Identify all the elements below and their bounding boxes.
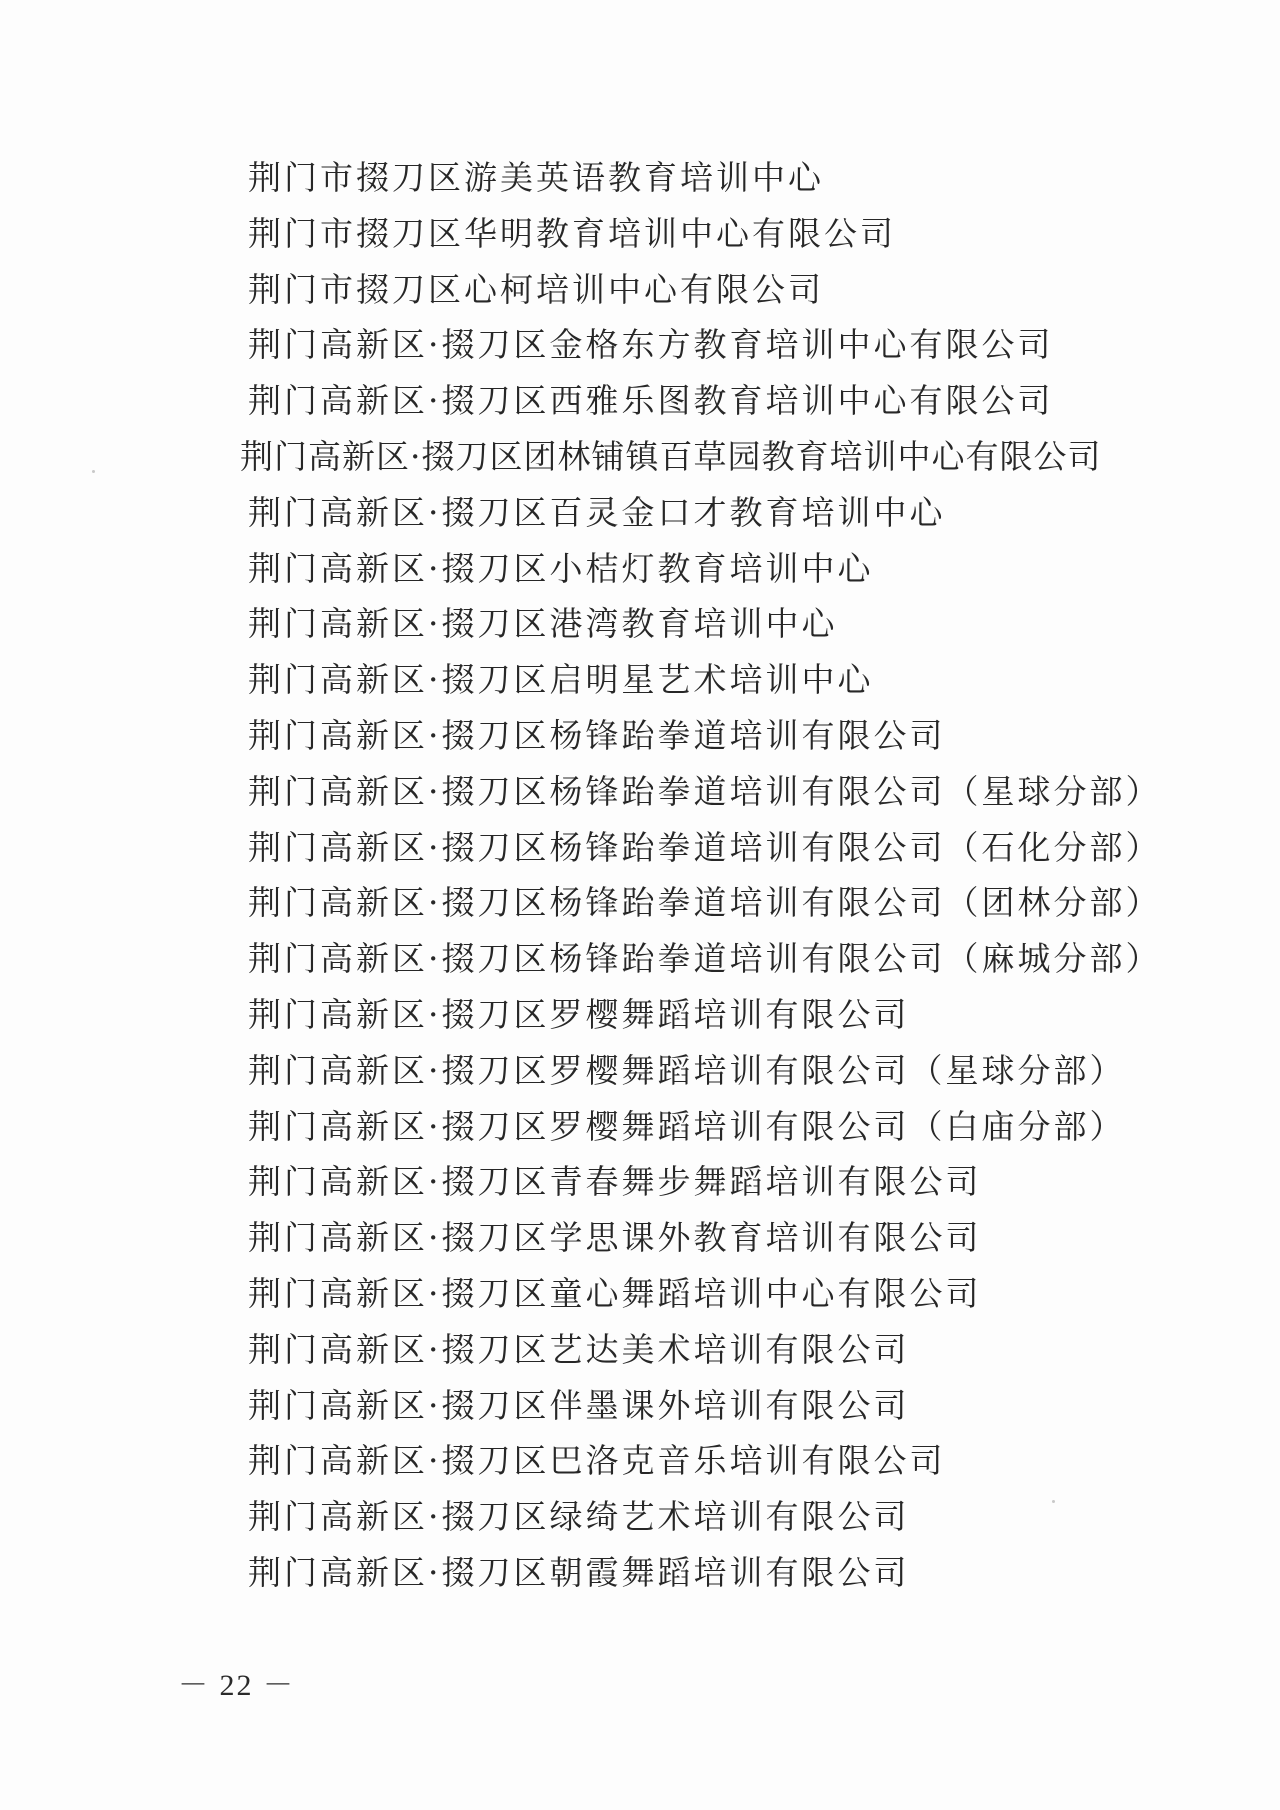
scan-speck <box>92 470 95 473</box>
list-item: 荆门高新区·掇刀区绿绮艺术培训有限公司 <box>248 1497 910 1537</box>
organization-list <box>240 150 1248 1601</box>
list-item: 荆门市掇刀区游美英语教育培训中心 <box>248 158 824 197</box>
list-item: 荆门高新区·掇刀区百灵金口才教育培训中心 <box>248 492 946 532</box>
list-item: 荆门高新区·掇刀区罗樱舞蹈培训有限公司（白庙分部） <box>248 1106 1126 1146</box>
list-item: 荆门高新区·掇刀区杨锋跆拳道培训有限公司（石化分部） <box>248 827 1162 867</box>
list-item: 荆门高新区·掇刀区杨锋跆拳道培训有限公司（团林分部） <box>248 883 1162 923</box>
list-item: 荆门高新区·掇刀区罗樱舞蹈培训有限公司（星球分部） <box>248 1050 1126 1090</box>
list-item: 荆门高新区·掇刀区杨锋跆拳道培训有限公司（麻城分部） <box>248 939 1162 979</box>
list-item: 荆门高新区·掇刀区西雅乐图教育培训中心有限公司 <box>248 381 1054 421</box>
list-item: 荆门高新区·掇刀区罗樱舞蹈培训有限公司 <box>248 994 910 1034</box>
list-item: 荆门高新区·掇刀区港湾教育培训中心 <box>248 604 838 644</box>
list-item: 荆门高新区·掇刀区朝霞舞蹈培训有限公司 <box>248 1552 910 1592</box>
list-item: 荆门高新区·掇刀区艺达美术培训有限公司 <box>248 1329 910 1369</box>
scan-speck <box>1052 1500 1055 1503</box>
list-item: 荆门高新区·掇刀区学思课外教育培训有限公司 <box>248 1218 982 1258</box>
list-item: 荆门高新区·掇刀区童心舞蹈培训中心有限公司 <box>248 1273 982 1313</box>
list-item: 荆门高新区·掇刀区青春舞步舞蹈培训有限公司 <box>248 1162 982 1202</box>
list-item: 荆门高新区·掇刀区团林铺镇百草园教育培训中心有限公司 <box>240 436 1102 476</box>
page-number: － 22 － <box>178 1669 295 1702</box>
list-item: 荆门高新区·掇刀区杨锋跆拳道培训有限公司 <box>248 715 946 755</box>
list-item: 荆门高新区·掇刀区金格东方教育培训中心有限公司 <box>248 325 1054 365</box>
list-item: 荆门高新区·掇刀区杨锋跆拳道培训有限公司（星球分部） <box>248 771 1162 811</box>
list-item: 荆门市掇刀区心柯培训中心有限公司 <box>248 269 824 309</box>
list-item: 荆门高新区·掇刀区小桔灯教育培训中心 <box>248 548 874 588</box>
list-item: 荆门高新区·掇刀区巴洛克音乐培训有限公司 <box>248 1441 946 1481</box>
list-item: 荆门高新区·掇刀区伴墨课外培训有限公司 <box>248 1385 910 1425</box>
list-item: 荆门市掇刀区华明教育培训中心有限公司 <box>248 213 896 253</box>
list-item: 荆门高新区·掇刀区启明星艺术培训中心 <box>248 660 874 700</box>
